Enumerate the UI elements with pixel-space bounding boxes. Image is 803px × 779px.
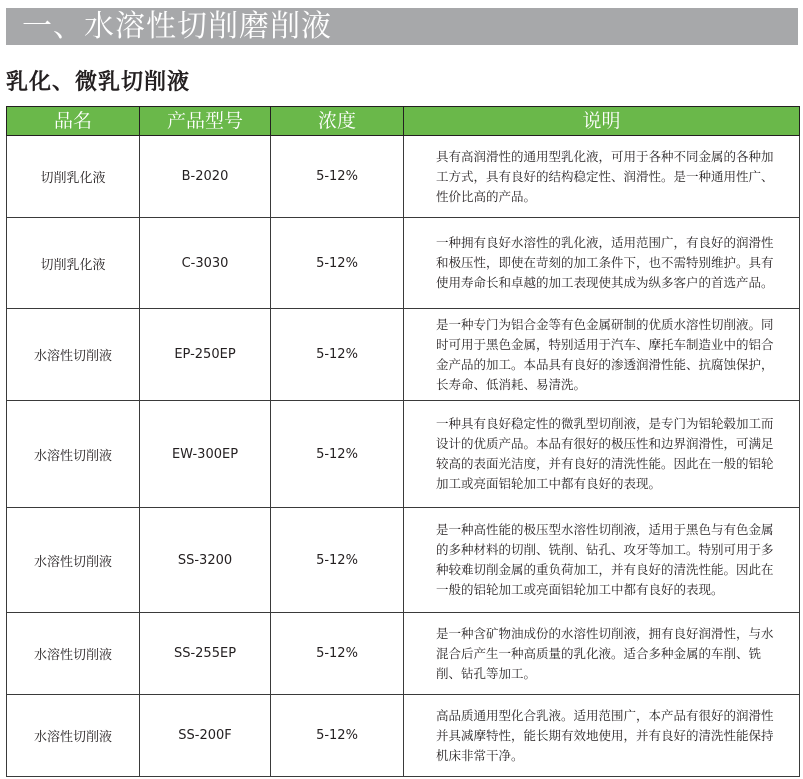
cell-name: 切削乳化液	[7, 136, 140, 218]
cell-description: 是一种专门为铝合金等有色金属研制的优质水溶性切削液。同时可用于黑色金属，特别适用于汽车、摩托车制造业中的铝合金产品的加工。本品具有良好的渗透润滑性能、抗腐蚀保护，长寿命、低消耗、易清洗。	[404, 309, 800, 401]
cell-model: SS-200F	[140, 695, 271, 777]
table-row	[7, 613, 800, 695]
cell-description: 具有高润滑性的通用型乳化液，可用于各种不同金属的各种加工方式，具有良好的结构稳定性、润滑性。是一种通用性广、性价比高的产品。	[404, 136, 800, 218]
table-row	[7, 695, 800, 777]
table-row	[7, 218, 800, 309]
cell-concentration: 5-12%	[271, 401, 404, 508]
cell-name: 水溶性切削液	[7, 309, 140, 401]
page-title-bar	[6, 8, 798, 45]
cell-concentration: 5-12%	[271, 218, 404, 309]
cell-description: 一种拥有良好水溶性的乳化液，适用范围广，有良好的润滑性和极压性，即使在苛刻的加工条件下，也不需特别维护。具有使用寿命长和卓越的加工表现使其成为纵多客户的首选产品。	[404, 218, 800, 309]
cell-concentration: 5-12%	[271, 613, 404, 695]
column-header-name: 品名	[7, 107, 140, 136]
cell-name: 水溶性切削液	[7, 401, 140, 508]
table-header-row	[7, 107, 800, 136]
cell-description: 一种具有良好稳定性的微乳型切削液，是专门为铝轮毂加工而设计的优质产品。本品有很好的极压性和边界润滑性，可满足较高的表面光洁度，并有良好的清洗性能。因此在一般的铝轮加工或亮面铝轮加工中都有良好的表现。	[404, 401, 800, 508]
cell-concentration: 5-12%	[271, 136, 404, 218]
cell-description: 是一种含矿物油成份的水溶性切削液，拥有良好润滑性，与水混合后产生一种高质量的乳化液。适合多种金属的车削、铣削、钻孔等加工。	[404, 613, 800, 695]
table-row	[7, 309, 800, 401]
cell-name: 水溶性切削液	[7, 508, 140, 613]
cell-name: 水溶性切削液	[7, 695, 140, 777]
cell-name: 水溶性切削液	[7, 613, 140, 695]
cell-concentration: 5-12%	[271, 309, 404, 401]
product-spec-table	[6, 106, 800, 777]
cell-model: EW-300EP	[140, 401, 271, 508]
cell-model: C-3030	[140, 218, 271, 309]
cell-model: SS-255EP	[140, 613, 271, 695]
column-header-description: 说明	[404, 107, 800, 136]
column-header-model: 产品型号	[140, 107, 271, 136]
table-row	[7, 401, 800, 508]
cell-name: 切削乳化液	[7, 218, 140, 309]
table-row	[7, 136, 800, 218]
page-title: 一、水溶性切削磨削液	[22, 9, 332, 44]
cell-concentration: 5-12%	[271, 695, 404, 777]
table-row	[7, 508, 800, 613]
section-heading: 乳化、微乳切削液	[6, 70, 191, 95]
cell-concentration: 5-12%	[271, 508, 404, 613]
cell-model: EP-250EP	[140, 309, 271, 401]
cell-model: SS-3200	[140, 508, 271, 613]
cell-description: 高品质通用型化合乳液。适用范围广，本产品有很好的润滑性并具减摩特性，能长期有效地使用，并有良好的清洗性能保持机床非常干净。	[404, 695, 800, 777]
column-header-concentration: 浓度	[271, 107, 404, 136]
cell-description: 是一种高性能的极压型水溶性切削液，适用于黑色与有色金属的多种材料的切削、铣削、钻孔、攻牙等加工。特别可用于多种较难切削金属的重负荷加工，并有良好的清洗性能。因此在一般的铝轮加工或亮面铝轮加工中都有良好的表现。	[404, 508, 800, 613]
cell-model: B-2020	[140, 136, 271, 218]
